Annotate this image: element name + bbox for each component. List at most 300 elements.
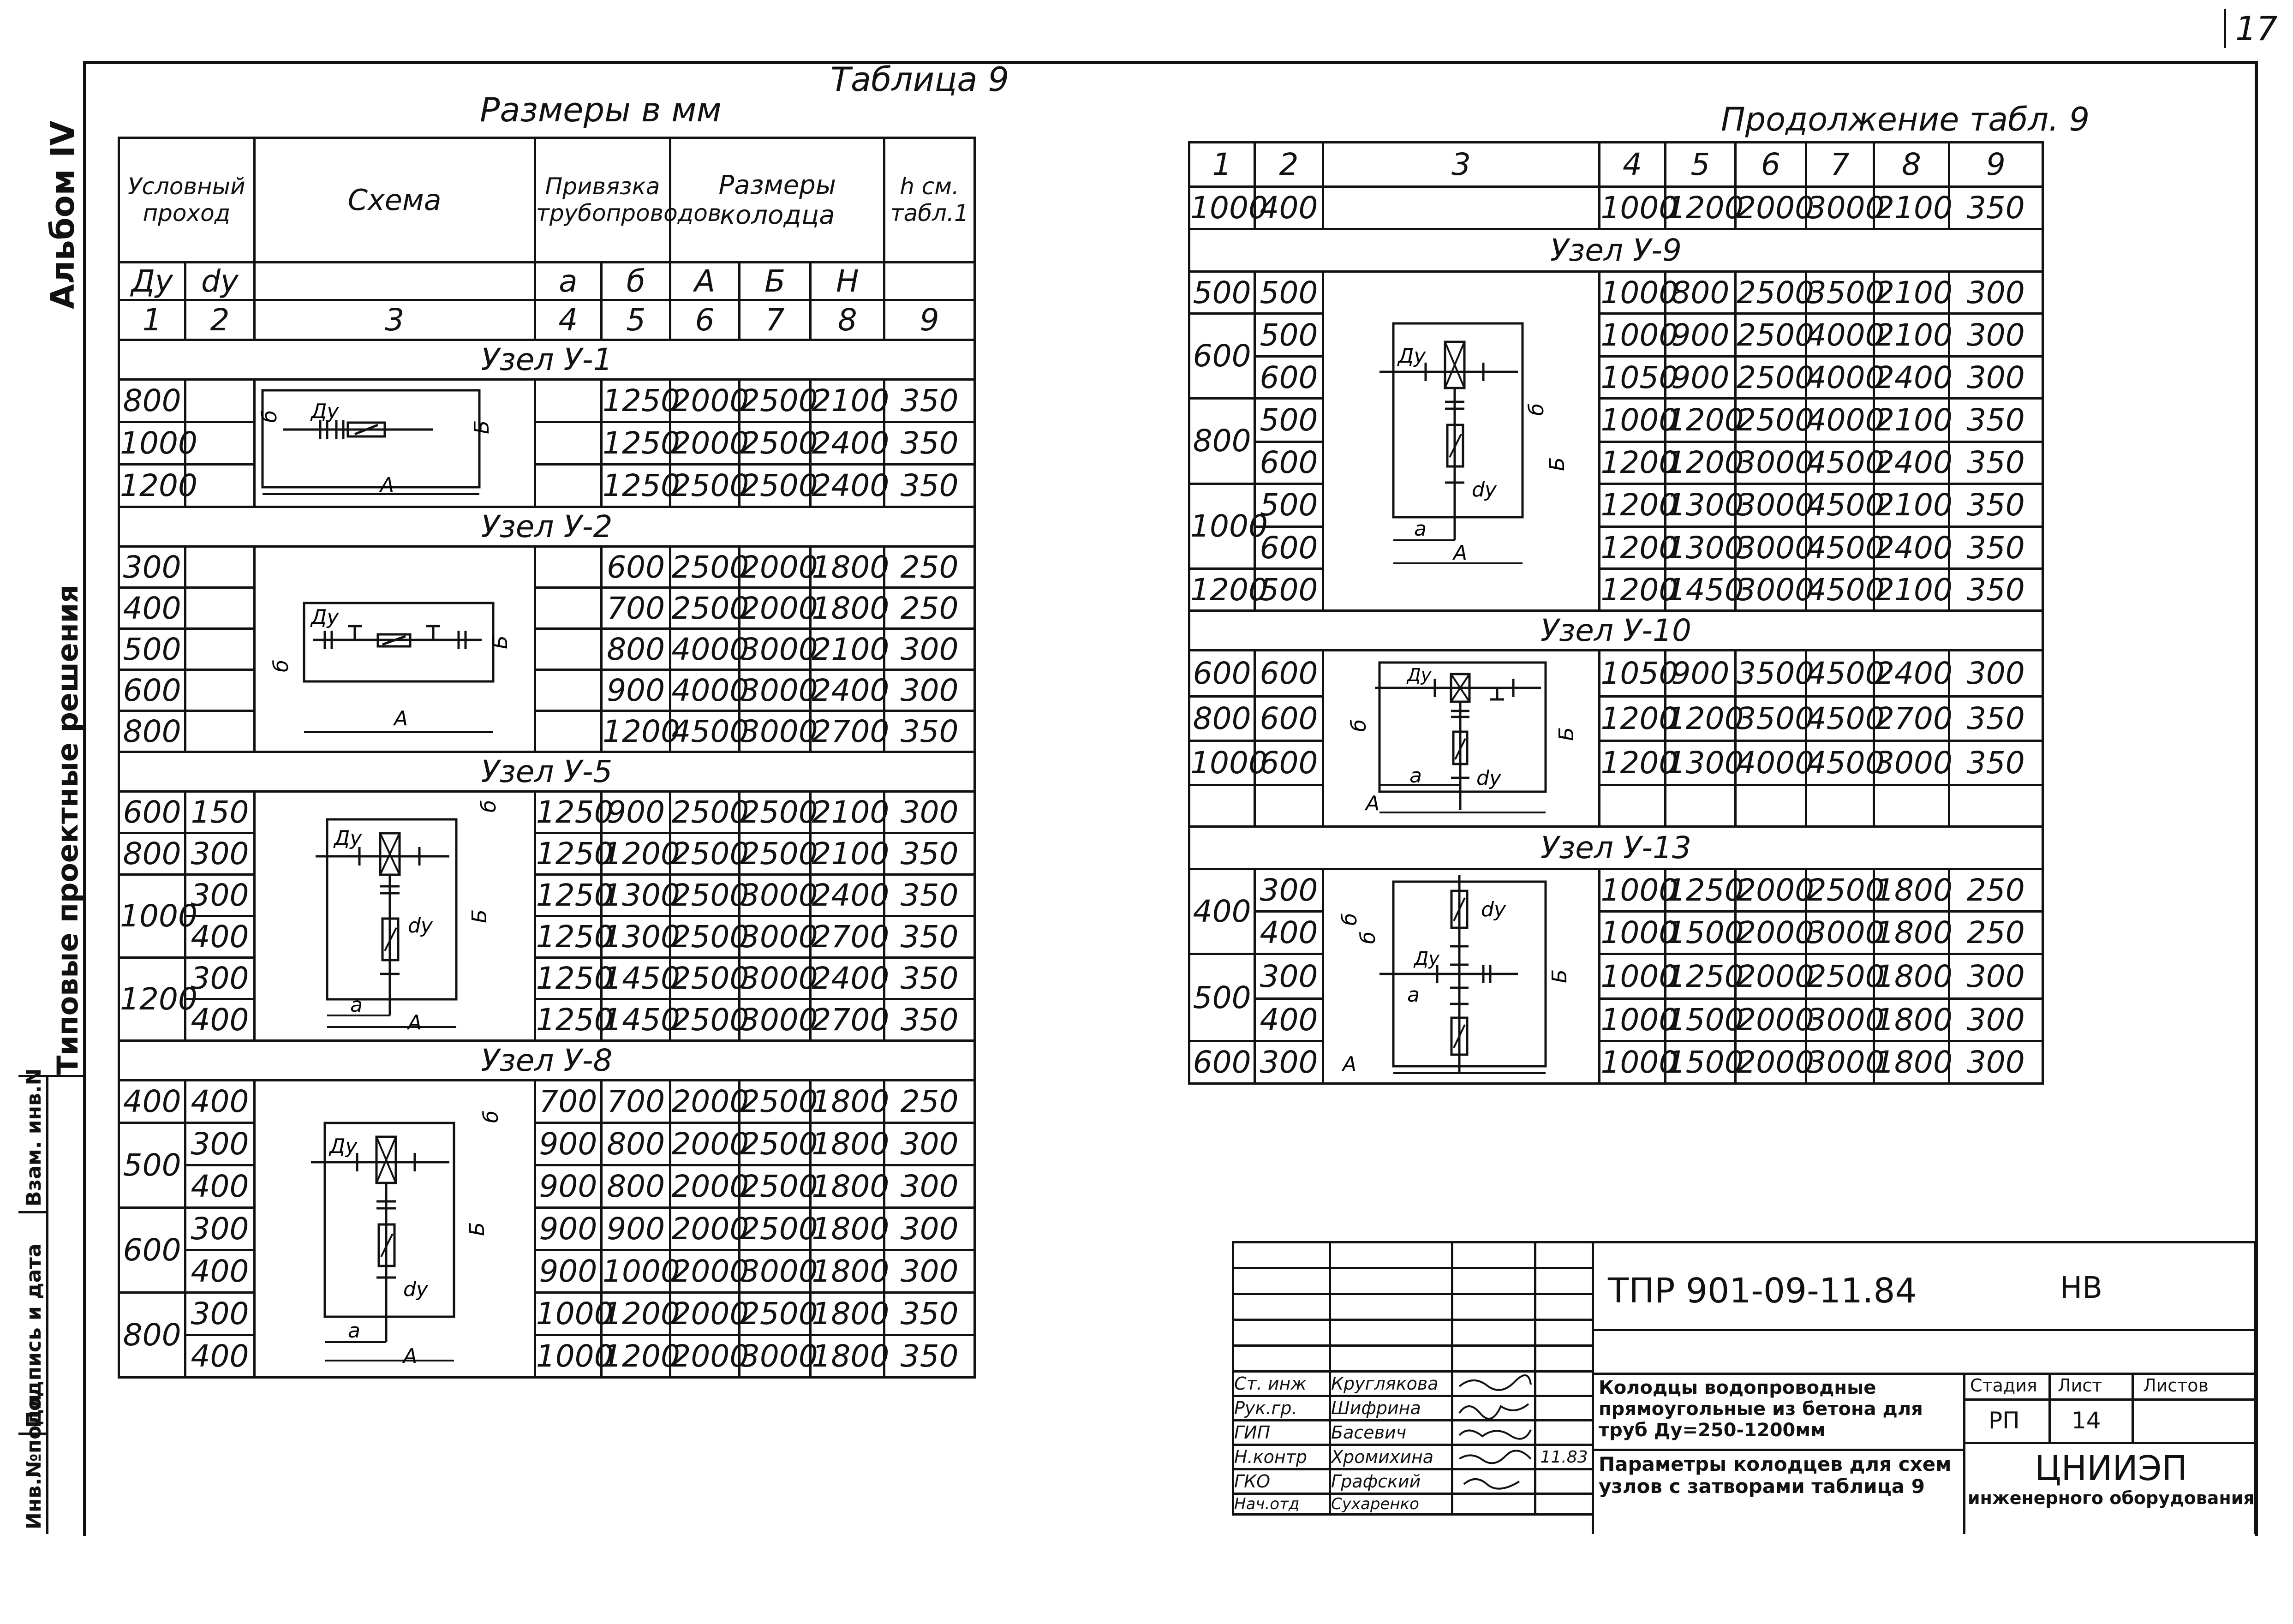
schema-label-A: А bbox=[407, 1010, 422, 1034]
continuation-caption: Продолжение табл. 9 bbox=[1721, 101, 2090, 138]
cell: 350 bbox=[884, 875, 975, 916]
cell: 2500 bbox=[739, 1293, 811, 1335]
cell: 600 bbox=[1189, 651, 1255, 697]
schema-label-du: Ду bbox=[311, 399, 339, 423]
schema-label-a: а bbox=[1414, 517, 1427, 541]
schema-label-A: А bbox=[380, 473, 394, 497]
cell: 1800 bbox=[811, 1081, 884, 1123]
schema-label-b: б bbox=[1347, 719, 1371, 732]
cell: 500 bbox=[119, 1123, 185, 1208]
cell bbox=[535, 380, 601, 422]
section-title: Узел У-10 bbox=[1189, 611, 2043, 651]
role-label: Н.контр bbox=[1233, 1445, 1330, 1469]
cell: 1200 bbox=[601, 833, 670, 875]
cell: 2100 bbox=[1874, 314, 1949, 357]
cell: 300 bbox=[884, 1165, 975, 1208]
cell: 350 bbox=[884, 999, 975, 1041]
title-1: Колодцы водопроводные прямоугольные из бетона для труб Ду=250-1200мм bbox=[1599, 1377, 1923, 1441]
cell: 4000 bbox=[670, 629, 739, 670]
cell: 300 bbox=[185, 1208, 254, 1250]
cell: 900 bbox=[1665, 314, 1735, 357]
cell: 3000 bbox=[739, 670, 811, 711]
cell: 350 bbox=[1949, 484, 2042, 526]
cell: 700 bbox=[601, 1081, 670, 1123]
col-label-H: Н bbox=[811, 263, 884, 300]
album-label: Альбом IV bbox=[44, 120, 82, 309]
cell: 1500 bbox=[1665, 912, 1735, 954]
cell: 500 bbox=[119, 629, 185, 670]
document-code: ТПР 901-09-11.84 bbox=[1608, 1271, 1917, 1311]
cell: 300 bbox=[1949, 357, 2042, 399]
cell: 1050 bbox=[1600, 357, 1665, 399]
col-num: 6 bbox=[1736, 143, 1806, 187]
cell: 1500 bbox=[1665, 1041, 1735, 1084]
cell: 400 bbox=[185, 1081, 254, 1123]
cell: 800 bbox=[119, 711, 185, 752]
cell: 600 bbox=[601, 547, 670, 588]
col-num: 2 bbox=[185, 300, 254, 340]
cell: 1000 bbox=[1600, 999, 1665, 1041]
cell: 1300 bbox=[601, 916, 670, 958]
cell: 3000 bbox=[739, 1250, 811, 1293]
col-label-du: Ду bbox=[119, 263, 185, 300]
person-name: Круглякова bbox=[1330, 1372, 1452, 1396]
cell bbox=[535, 629, 601, 670]
right-table bbox=[1188, 141, 2044, 1085]
schema-label-b: б bbox=[269, 659, 293, 672]
cell: 4000 bbox=[1806, 399, 1874, 442]
cell: 800 bbox=[1189, 399, 1255, 484]
cell: 1300 bbox=[1665, 527, 1735, 569]
cell: 600 bbox=[1255, 527, 1323, 569]
cell: 1800 bbox=[811, 547, 884, 588]
left-table bbox=[118, 137, 976, 1379]
cell: 1200 bbox=[601, 1335, 670, 1378]
cell: 1000 bbox=[119, 875, 185, 958]
cell: 500 bbox=[1255, 569, 1323, 611]
schema-label-a: а bbox=[1407, 983, 1420, 1007]
role-label: Нач.отд bbox=[1233, 1494, 1330, 1515]
cell: 2400 bbox=[811, 465, 884, 507]
signature bbox=[1452, 1396, 1535, 1421]
col-label-A: А bbox=[670, 263, 739, 300]
role-label: ГКО bbox=[1233, 1469, 1330, 1494]
role-label: Рук.гр. bbox=[1233, 1396, 1330, 1421]
cell: 2400 bbox=[811, 875, 884, 916]
cell: 2000 bbox=[739, 547, 811, 588]
cell: 1300 bbox=[1665, 741, 1735, 785]
cell-empty bbox=[1874, 785, 1949, 827]
cell: 400 bbox=[1255, 187, 1323, 229]
schema-label-a: а bbox=[1409, 764, 1422, 788]
cell: 700 bbox=[535, 1081, 601, 1123]
schema-label-B: Б bbox=[1547, 969, 1571, 983]
cell: 1250 bbox=[601, 465, 670, 507]
cell: 2100 bbox=[811, 792, 884, 833]
col-num: 3 bbox=[1323, 143, 1600, 187]
cell: 600 bbox=[1255, 651, 1323, 697]
cell: 1000 bbox=[535, 1335, 601, 1378]
schema-u9 bbox=[1323, 272, 1600, 611]
cell: 3000 bbox=[739, 916, 811, 958]
schema-u13 bbox=[1323, 869, 1600, 1084]
schema-u1 bbox=[254, 380, 535, 507]
cell: 350 bbox=[884, 1293, 975, 1335]
col-num: 1 bbox=[119, 300, 185, 340]
cell: 1250 bbox=[535, 792, 601, 833]
cell: 1250 bbox=[535, 875, 601, 916]
cell-empty bbox=[1600, 785, 1665, 827]
section-title: Узел У-9 bbox=[1189, 229, 2043, 272]
cell: 2500 bbox=[739, 465, 811, 507]
stage-value: РП bbox=[1988, 1407, 2020, 1434]
sheet-value: 14 bbox=[2072, 1407, 2101, 1434]
schema-label-b: б bbox=[257, 410, 281, 423]
col-num: 8 bbox=[811, 300, 884, 340]
cell: 1800 bbox=[811, 1208, 884, 1250]
cell: 300 bbox=[185, 833, 254, 875]
cell: 1250 bbox=[535, 958, 601, 999]
schema-label-du: Ду bbox=[334, 826, 362, 850]
cell: 600 bbox=[1189, 1041, 1255, 1084]
cell: 900 bbox=[535, 1208, 601, 1250]
col-num: 5 bbox=[601, 300, 670, 340]
cell: 350 bbox=[884, 916, 975, 958]
cell: 1800 bbox=[1874, 912, 1949, 954]
cell: 900 bbox=[535, 1250, 601, 1293]
col-label-B: Б bbox=[739, 263, 811, 300]
cell-empty bbox=[1736, 785, 1806, 827]
cell: 2400 bbox=[1874, 442, 1949, 484]
cell: 2000 bbox=[670, 422, 739, 465]
cell: 2500 bbox=[1806, 954, 1874, 999]
cell: 4500 bbox=[1806, 651, 1874, 697]
cell: 600 bbox=[119, 792, 185, 833]
cell: 1800 bbox=[811, 1293, 884, 1335]
page-number: 17 bbox=[2224, 9, 2278, 48]
cell: 1800 bbox=[811, 588, 884, 629]
cell: 3000 bbox=[739, 875, 811, 916]
schema-label-B: Б bbox=[467, 909, 491, 923]
cell: 300 bbox=[884, 670, 975, 711]
cell: 3500 bbox=[1736, 651, 1806, 697]
cell: 2100 bbox=[811, 380, 884, 422]
table-subcaption: Размеры в мм bbox=[480, 90, 722, 129]
cell: 1200 bbox=[1665, 697, 1735, 741]
cell: 2700 bbox=[1874, 697, 1949, 741]
cell bbox=[535, 422, 601, 465]
cell: 3000 bbox=[1806, 999, 1874, 1041]
cell: 600 bbox=[1255, 357, 1323, 399]
cell: 250 bbox=[884, 1081, 975, 1123]
cell: 2700 bbox=[811, 916, 884, 958]
section-title: Узел У-13 bbox=[1189, 827, 2043, 869]
cell: 3500 bbox=[1736, 697, 1806, 741]
cell: 250 bbox=[1949, 912, 2042, 954]
cell-empty bbox=[1255, 785, 1323, 827]
cell: 2000 bbox=[670, 380, 739, 422]
cell: 2500 bbox=[670, 833, 739, 875]
cell: 2100 bbox=[1874, 187, 1949, 229]
cell: 2500 bbox=[739, 1081, 811, 1123]
cell: 1000 bbox=[1600, 954, 1665, 999]
cell: 3000 bbox=[1736, 442, 1806, 484]
cell: 500 bbox=[1189, 954, 1255, 1041]
cell: 400 bbox=[1255, 999, 1323, 1041]
cell: 2500 bbox=[670, 588, 739, 629]
cell: 600 bbox=[1255, 741, 1323, 785]
cell: 1000 bbox=[1600, 272, 1665, 314]
person-name: Шифрина bbox=[1330, 1396, 1452, 1421]
cell: 2400 bbox=[1874, 357, 1949, 399]
schema-label-A: А bbox=[1342, 1052, 1356, 1076]
header-schema: Схема bbox=[254, 138, 535, 263]
col-num: 9 bbox=[884, 300, 975, 340]
cell: 2500 bbox=[739, 1208, 811, 1250]
cell: 2100 bbox=[1874, 569, 1949, 611]
cell: 300 bbox=[1949, 954, 2042, 999]
cell: 2500 bbox=[1806, 869, 1874, 912]
cell bbox=[535, 670, 601, 711]
cell: 250 bbox=[884, 588, 975, 629]
table-caption: Таблица 9 bbox=[830, 60, 1009, 99]
cell: 1250 bbox=[535, 916, 601, 958]
cell: 800 bbox=[601, 629, 670, 670]
cell bbox=[535, 588, 601, 629]
cell: 3000 bbox=[1736, 484, 1806, 526]
cell: 3000 bbox=[1874, 741, 1949, 785]
schema-label-a: а bbox=[350, 993, 363, 1017]
cell: 900 bbox=[601, 1208, 670, 1250]
cell: 600 bbox=[1189, 314, 1255, 399]
cell bbox=[185, 711, 254, 752]
schema-label-du: Ду bbox=[311, 605, 339, 629]
cell: 600 bbox=[1255, 442, 1323, 484]
cell: 500 bbox=[1255, 399, 1323, 442]
cell: 2000 bbox=[1736, 1041, 1806, 1084]
cell: 300 bbox=[1255, 1041, 1323, 1084]
col-num: 5 bbox=[1665, 143, 1735, 187]
cell bbox=[185, 588, 254, 629]
cell: 1200 bbox=[119, 465, 185, 507]
schema-label-B: Б bbox=[1545, 457, 1569, 471]
cell bbox=[535, 711, 601, 752]
cell: 2500 bbox=[670, 999, 739, 1041]
cell: 1200 bbox=[1665, 187, 1735, 229]
cell: 600 bbox=[119, 1208, 185, 1293]
schema-u8 bbox=[254, 1081, 535, 1378]
cell: 4500 bbox=[1806, 527, 1874, 569]
cell: 150 bbox=[185, 792, 254, 833]
cell: 400 bbox=[1189, 869, 1255, 954]
cell: 300 bbox=[1949, 999, 2042, 1041]
role-label: Ст. инж bbox=[1233, 1372, 1330, 1396]
cell: 1000 bbox=[1189, 484, 1255, 568]
cell-empty bbox=[1189, 785, 1255, 827]
cell: 2000 bbox=[739, 588, 811, 629]
cell: 1200 bbox=[1600, 442, 1665, 484]
signature-date: 11.83 bbox=[1535, 1445, 1593, 1469]
cell: 4500 bbox=[1806, 569, 1874, 611]
schema-u2 bbox=[254, 547, 535, 752]
cell: 300 bbox=[1255, 954, 1323, 999]
sheet-label: Лист bbox=[2058, 1375, 2102, 1396]
col-num: 7 bbox=[739, 300, 811, 340]
cell bbox=[535, 547, 601, 588]
schema-label-A: А bbox=[1453, 541, 1467, 565]
cell: 2000 bbox=[670, 1165, 739, 1208]
cell: 2000 bbox=[670, 1293, 739, 1335]
schema-u5 bbox=[254, 792, 535, 1041]
cell: 4500 bbox=[1806, 484, 1874, 526]
cell: 2500 bbox=[739, 792, 811, 833]
cell: 2100 bbox=[1874, 484, 1949, 526]
cell: 600 bbox=[1255, 697, 1323, 741]
schema-label-du: Ду bbox=[329, 1134, 358, 1158]
cell: 2500 bbox=[1736, 357, 1806, 399]
cell: 1000 bbox=[1600, 912, 1665, 954]
margin-box-replace: Взам. инв.N bbox=[22, 1068, 46, 1206]
cell: 2500 bbox=[739, 422, 811, 465]
person-name: Сухаренко bbox=[1330, 1494, 1452, 1515]
signature bbox=[1452, 1421, 1535, 1445]
cell: 1200 bbox=[119, 958, 185, 1041]
cell: 350 bbox=[884, 380, 975, 422]
cell: 2500 bbox=[670, 547, 739, 588]
cell: 300 bbox=[1255, 869, 1323, 912]
cell: 900 bbox=[601, 792, 670, 833]
cell: 2000 bbox=[670, 1081, 739, 1123]
cell: 1300 bbox=[601, 875, 670, 916]
schema-label-B: Б bbox=[488, 635, 512, 649]
col-num: 2 bbox=[1255, 143, 1323, 187]
cell: 2500 bbox=[670, 792, 739, 833]
cell: 800 bbox=[119, 380, 185, 422]
cell: 350 bbox=[884, 422, 975, 465]
cell: 1000 bbox=[1600, 869, 1665, 912]
cell: 2100 bbox=[811, 833, 884, 875]
cell: 300 bbox=[1949, 314, 2042, 357]
cell: 500 bbox=[1255, 314, 1323, 357]
cell: 4000 bbox=[670, 670, 739, 711]
margin-boxes bbox=[18, 1068, 83, 1534]
cell-empty bbox=[1665, 785, 1735, 827]
col-num: 9 bbox=[1949, 143, 2042, 187]
cell: 2700 bbox=[811, 999, 884, 1041]
cell: 1800 bbox=[811, 1335, 884, 1378]
cell: 1500 bbox=[1665, 999, 1735, 1041]
cell: 300 bbox=[119, 547, 185, 588]
col-num: 4 bbox=[1600, 143, 1665, 187]
stamp-right bbox=[1592, 1241, 2257, 1534]
org-name: ЦНИИЭП bbox=[2035, 1449, 2188, 1488]
cell: 1000 bbox=[119, 422, 185, 465]
cell: 350 bbox=[1949, 697, 2042, 741]
cell: 1800 bbox=[1874, 1041, 1949, 1084]
cell: 2500 bbox=[739, 380, 811, 422]
cell: 400 bbox=[185, 999, 254, 1041]
cell: 300 bbox=[884, 629, 975, 670]
cell: 2000 bbox=[1736, 187, 1806, 229]
section-title: Узел У-8 bbox=[119, 1041, 975, 1081]
cell: 400 bbox=[119, 1081, 185, 1123]
cell: 500 bbox=[1189, 272, 1255, 314]
org-subtitle: инженерного оборудования bbox=[1968, 1488, 2255, 1508]
col-label-a: а bbox=[535, 263, 601, 300]
cell bbox=[185, 629, 254, 670]
cell: 2500 bbox=[1736, 272, 1806, 314]
cell: 350 bbox=[884, 958, 975, 999]
cell: 1250 bbox=[601, 422, 670, 465]
cell: 1200 bbox=[1665, 442, 1735, 484]
cell: 2000 bbox=[1736, 912, 1806, 954]
col-num: 1 bbox=[1189, 143, 1255, 187]
cell: 350 bbox=[884, 833, 975, 875]
title-block bbox=[1232, 1241, 2255, 1532]
cell: 400 bbox=[185, 1165, 254, 1208]
role-label: ГИП bbox=[1233, 1421, 1330, 1445]
cell: 350 bbox=[1949, 741, 2042, 785]
cell: 3500 bbox=[1806, 272, 1874, 314]
cell: 300 bbox=[1949, 651, 2042, 697]
cell: 300 bbox=[185, 1293, 254, 1335]
cell: 2400 bbox=[1874, 651, 1949, 697]
margin-title: Типовые проектные решения bbox=[51, 585, 84, 1075]
cell: 1200 bbox=[601, 1293, 670, 1335]
schema-label-b: б bbox=[1356, 931, 1380, 944]
cell bbox=[185, 670, 254, 711]
cell: 1000 bbox=[535, 1293, 601, 1335]
cell: 300 bbox=[1949, 1041, 2042, 1084]
col-num: 7 bbox=[1806, 143, 1874, 187]
cell: 1800 bbox=[1874, 869, 1949, 912]
signature-grid bbox=[1232, 1241, 1594, 1516]
cell: 1200 bbox=[601, 711, 670, 752]
cell: 3000 bbox=[1736, 527, 1806, 569]
cell: 3000 bbox=[1806, 912, 1874, 954]
signature bbox=[1452, 1469, 1535, 1494]
schema-label-dy: dу bbox=[1481, 898, 1506, 921]
sheets-label: Листов bbox=[2143, 1375, 2209, 1396]
cell: 1250 bbox=[601, 380, 670, 422]
cell bbox=[535, 465, 601, 507]
cell: 4500 bbox=[670, 711, 739, 752]
cell: 2700 bbox=[811, 711, 884, 752]
cell: 800 bbox=[1189, 697, 1255, 741]
cell: 1200 bbox=[1665, 399, 1735, 442]
margin-box-sign: Подпись и дата bbox=[22, 1243, 46, 1428]
cell: 3000 bbox=[739, 1335, 811, 1378]
header-binding: Привязка трубопроводов bbox=[535, 138, 670, 263]
cell: 3000 bbox=[739, 629, 811, 670]
section-title: Узел У-2 bbox=[119, 507, 975, 547]
cell: 250 bbox=[884, 547, 975, 588]
schema-label-a: а bbox=[347, 1319, 360, 1343]
signature bbox=[1452, 1494, 1535, 1515]
cell: 250 bbox=[1949, 869, 2042, 912]
cell: 350 bbox=[884, 711, 975, 752]
cell: 2100 bbox=[811, 629, 884, 670]
cell: 1450 bbox=[1665, 569, 1735, 611]
cell: 350 bbox=[1949, 442, 2042, 484]
cell: 1250 bbox=[1665, 869, 1735, 912]
cell: 1250 bbox=[535, 999, 601, 1041]
cell: 2100 bbox=[1874, 272, 1949, 314]
schema-label-b: б bbox=[1524, 403, 1548, 416]
cell: 1800 bbox=[1874, 999, 1949, 1041]
cell: 900 bbox=[1665, 357, 1735, 399]
cell: 3000 bbox=[1806, 187, 1874, 229]
